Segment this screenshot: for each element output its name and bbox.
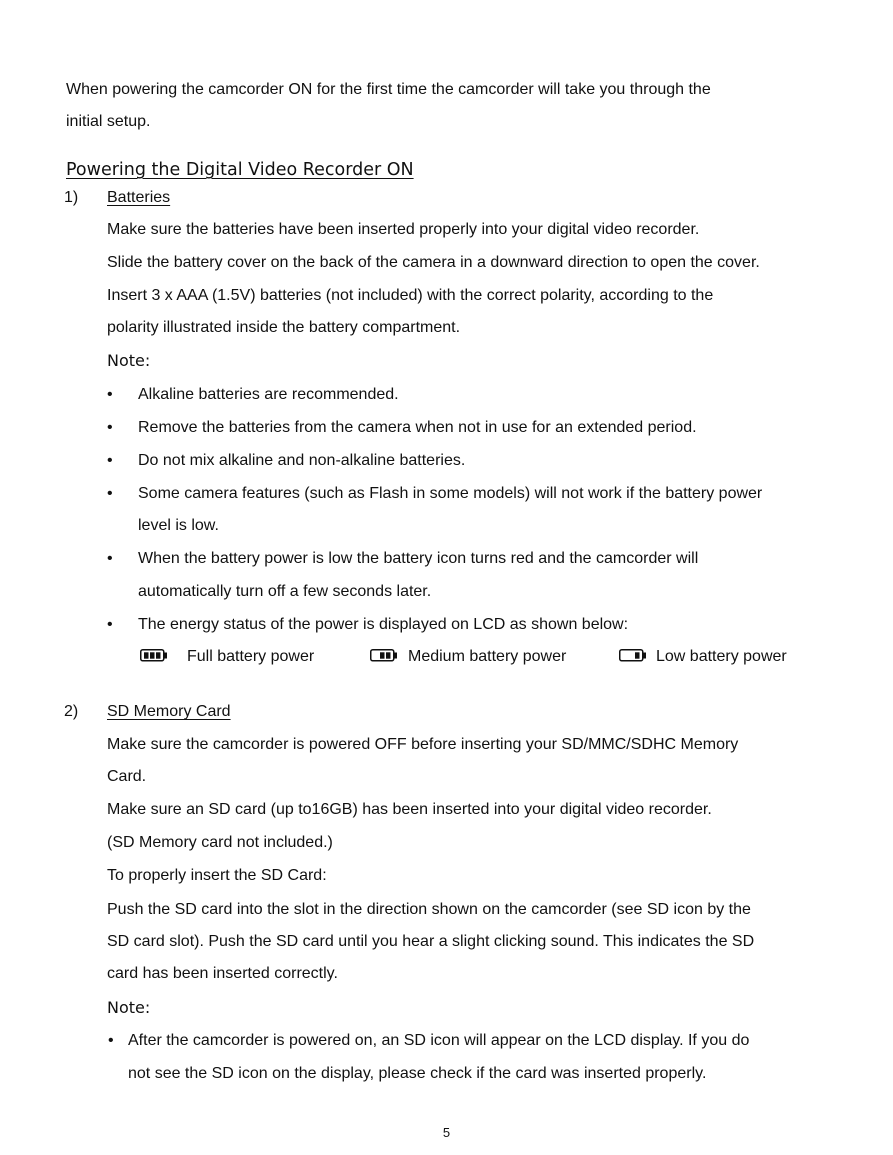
- sd-card-line: Card.: [107, 768, 147, 785]
- sd-card-note-label: Note:: [107, 998, 151, 1017]
- batteries-line: Insert 3 x AAA (1.5V) batteries (not included) with the correct polarity, according to the: [107, 287, 714, 304]
- battery-full-icon: [140, 649, 166, 661]
- sd-card-line: card has been inserted correctly.: [107, 965, 338, 982]
- sd-card-heading: SD Memory Card: [107, 703, 231, 720]
- battery-medium-icon: [370, 649, 396, 661]
- batteries-bullet-text: Alkaline batteries are recommended.: [138, 386, 399, 403]
- batteries-line: Slide the battery cover on the back of the camera in a downward direction to open the cover.: [107, 254, 760, 271]
- batteries-bullet-text: automatically turn off a few seconds later.: [138, 583, 432, 600]
- bullet-marker: •: [108, 1032, 114, 1049]
- batteries-line: Make sure the batteries have been inserted properly into your digital video recorder.: [107, 221, 700, 238]
- battery-low-label: Low battery power: [656, 648, 787, 665]
- batteries-bullet-text: Remove the batteries from the camera when not in use for an extended period.: [138, 419, 697, 436]
- batteries-bullet-text: Some camera features (such as Flash in some models) will not work if the battery power: [138, 485, 763, 502]
- sd-card-line: Make sure the camcorder is powered OFF before inserting your SD/MMC/SDHC Memory: [107, 736, 739, 753]
- item-number-1: 1): [64, 189, 79, 206]
- bullet-marker: •: [107, 386, 113, 403]
- bullet-marker: •: [107, 452, 113, 469]
- bullet-marker: •: [107, 419, 113, 436]
- battery-low-icon: [619, 649, 645, 661]
- battery-full-label: Full battery power: [187, 648, 315, 665]
- sd-card-line: Push the SD card into the slot in the direction shown on the camcorder (see SD icon by the: [107, 901, 751, 918]
- intro-line-2: initial setup.: [66, 113, 151, 130]
- bullet-marker: •: [107, 485, 113, 502]
- item-number-2: 2): [64, 703, 79, 720]
- batteries-line: polarity illustrated inside the battery compartment.: [107, 319, 461, 336]
- batteries-note-label: Note:: [107, 351, 151, 370]
- sd-card-line: (SD Memory card not included.): [107, 834, 333, 851]
- sd-card-line: To properly insert the SD Card:: [107, 867, 327, 884]
- battery-medium-label: Medium battery power: [408, 648, 567, 665]
- section-title: Powering the Digital Video Recorder ON: [66, 160, 414, 180]
- batteries-bullet-text: The energy status of the power is displayed on LCD as shown below:: [138, 616, 629, 633]
- batteries-bullet-text: level is low.: [138, 517, 219, 534]
- sd-card-bullet-text: not see the SD icon on the display, please check if the card was inserted properly.: [128, 1065, 707, 1082]
- batteries-heading: Batteries: [107, 189, 171, 206]
- page-number: 5: [442, 1125, 451, 1140]
- batteries-bullet-text: Do not mix alkaline and non-alkaline batteries.: [138, 452, 466, 469]
- bullet-marker: •: [107, 550, 113, 567]
- intro-line-1: When powering the camcorder ON for the first time the camcorder will take you through the: [66, 81, 711, 98]
- batteries-bullet-text: When the battery power is low the battery icon turns red and the camcorder will: [138, 550, 699, 567]
- sd-card-bullet-text: After the camcorder is powered on, an SD icon will appear on the LCD display. If you do: [128, 1032, 750, 1049]
- bullet-marker: •: [107, 616, 113, 633]
- sd-card-line: SD card slot). Push the SD card until you hear a slight clicking sound. This indicates the SD: [107, 933, 755, 950]
- sd-card-line: Make sure an SD card (up to16GB) has been inserted into your digital video recorder.: [107, 801, 712, 818]
